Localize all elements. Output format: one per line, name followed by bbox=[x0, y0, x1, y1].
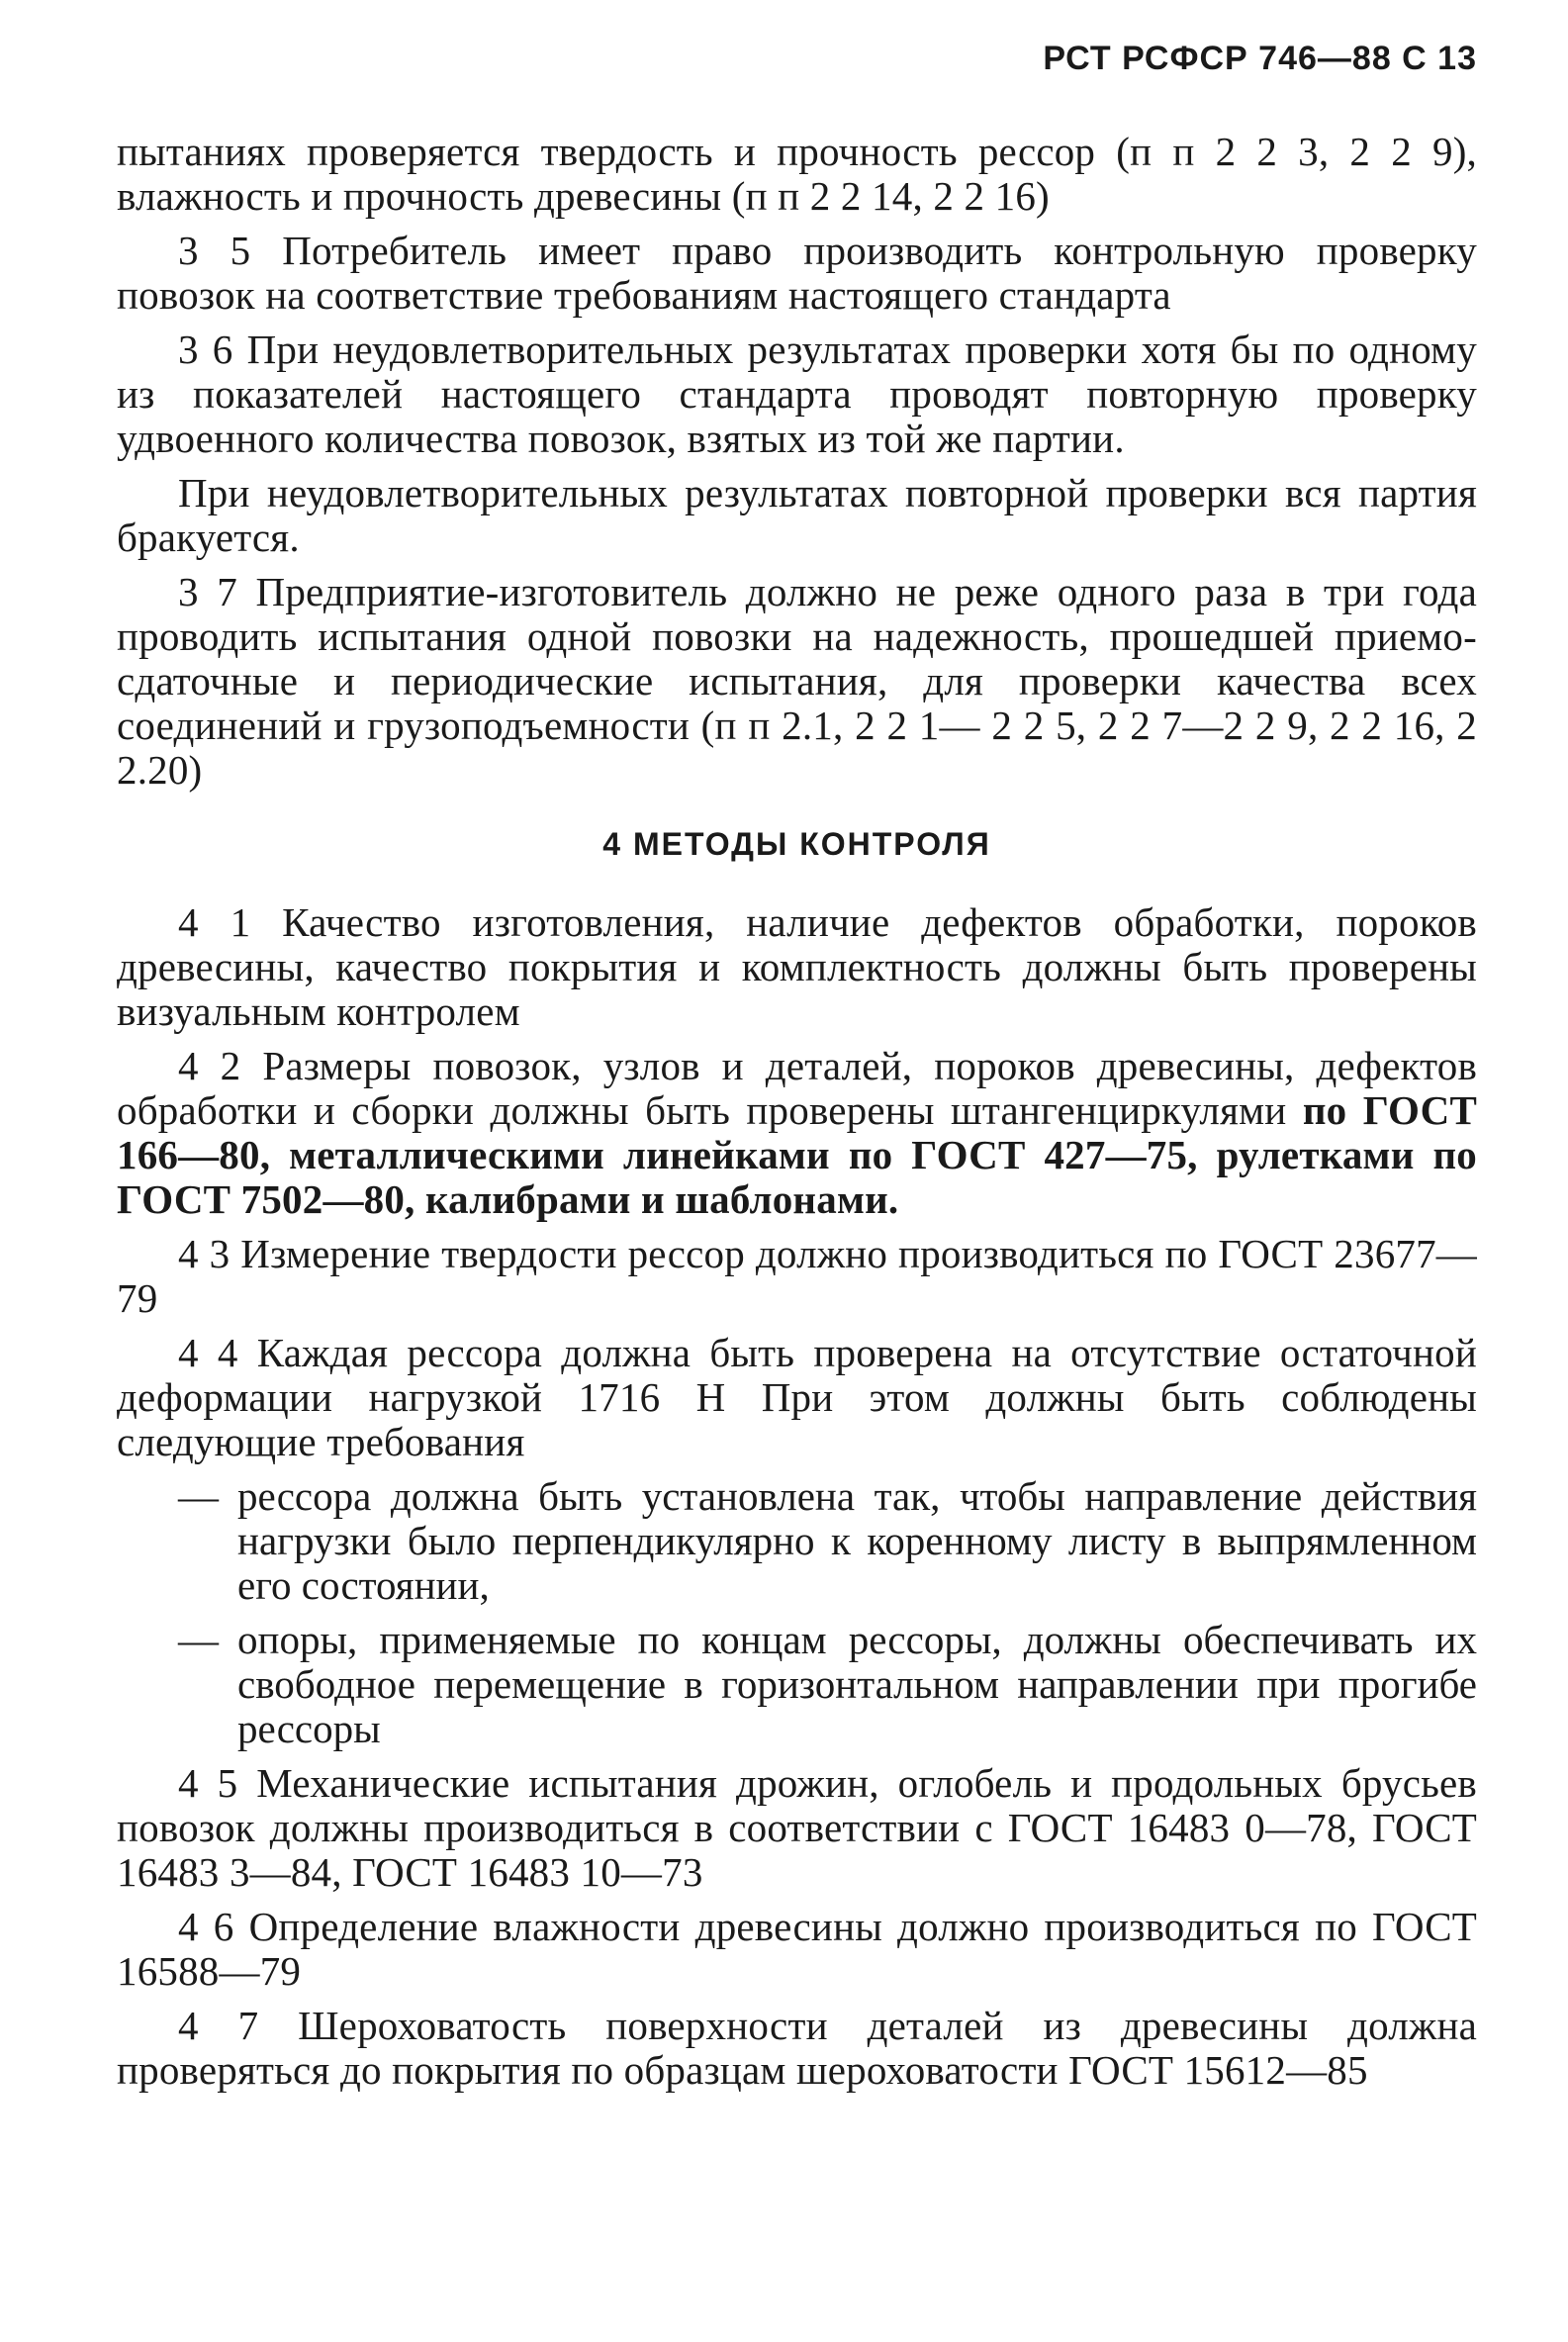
list-item-text: опоры, применяемые по концам рессоры, должны обеспечивать их свободное перемещение в горизонтальном направлении при прогибе рессоры bbox=[237, 1617, 1477, 1751]
paragraph-4-5: 4 5 Механические испытания дрожин, оглобель и продольных брусьев повозок должны производиться в соответствии с ГОСТ 16483 0—78, ГОСТ 16483 3—84, ГОСТ 16483 10—73 bbox=[117, 1760, 1477, 1895]
paragraph-4-4: 4 4 Каждая рессора должна быть проверена на отсутствие остаточной деформации нагрузкой 1716 Н При этом должны быть соблюдены следующие требования bbox=[117, 1330, 1477, 1464]
list-item bbox=[178, 1474, 1477, 1608]
paragraph-4-2-bold: по ГОСТ 166—80, металлическими линейками по ГОСТ 427—75, рулетками по ГОСТ 7502—80, калибрами и шаблонами. bbox=[117, 1087, 1477, 1222]
running-header: РСТ РСФСР 746—88 С 13 bbox=[1043, 40, 1477, 77]
paragraph-3-6: 3 6 При неудовлетворительных результатах проверки хотя бы по одному из показателей настоящего стандарта проводят повторную проверку удвоенного количества повозок, взятых из той же партии. bbox=[117, 327, 1477, 461]
paragraph-3-7: 3 7 Предприятие-изготовитель должно не реже одного раза в три года проводить испытания одной повозки на надежность, прошедшей приемо-сдаточные и периодические испытания, для проверки качества всех соединений и грузоподъемности (п п 2.1, 2 2 1— 2 2 5, 2 2 7—2 2 9, 2 2 16, 2 2.20) bbox=[117, 569, 1477, 793]
dash-marker: — bbox=[178, 1617, 219, 1662]
paragraph-4-6: 4 6 Определение влажности древесины должно производиться по ГОСТ 16588—79 bbox=[117, 1904, 1477, 1994]
paragraph-4-7: 4 7 Шероховатость поверхности деталей из древесины должна проверяться до покрытия по образцам шероховатости ГОСТ 15612—85 bbox=[117, 2003, 1477, 2093]
paragraph-4-1: 4 1 Качество изготовления, наличие дефектов обработки, пороков древесины, качество покрытия и комплектность должны быть проверены визуальным контролем bbox=[117, 899, 1477, 1034]
paragraph-3-6-cont: При неудовлетворительных результатах повторной проверки вся партия бракуется. bbox=[117, 470, 1477, 560]
document-page bbox=[117, 40, 1477, 2103]
paragraph-continuation: пытаниях проверяется твердость и прочность рессор (п п 2 2 3, 2 2 9), влажность и прочность древесины (п п 2 2 14, 2 2 16) bbox=[117, 129, 1477, 219]
list-item-text: рессора должна быть установлена так, чтобы направление действия нагрузки было перпендикулярно к коренному листу в выпрямленном его состоянии, bbox=[237, 1473, 1477, 1608]
paragraph-3-5: 3 5 Потребитель имеет право производить контрольную проверку повозок на соответствие требованиям настоящего стандарта bbox=[117, 228, 1477, 318]
list-item bbox=[178, 1618, 1477, 1751]
section-title: 4 МЕТОДЫ КОНТРОЛЯ bbox=[602, 826, 991, 862]
paragraph-4-2 bbox=[117, 1044, 1477, 1222]
paragraph-4-3: 4 3 Измерение твердости рессор должно производиться по ГОСТ 23677—79 bbox=[117, 1231, 1477, 1321]
paragraph-4-2-text: 4 2 Размеры повозок, узлов и деталей, пороков древесины, дефектов обработки и сборки должны быть проверены штангенциркулями bbox=[117, 1043, 1477, 1133]
dash-marker: — bbox=[178, 1473, 219, 1519]
